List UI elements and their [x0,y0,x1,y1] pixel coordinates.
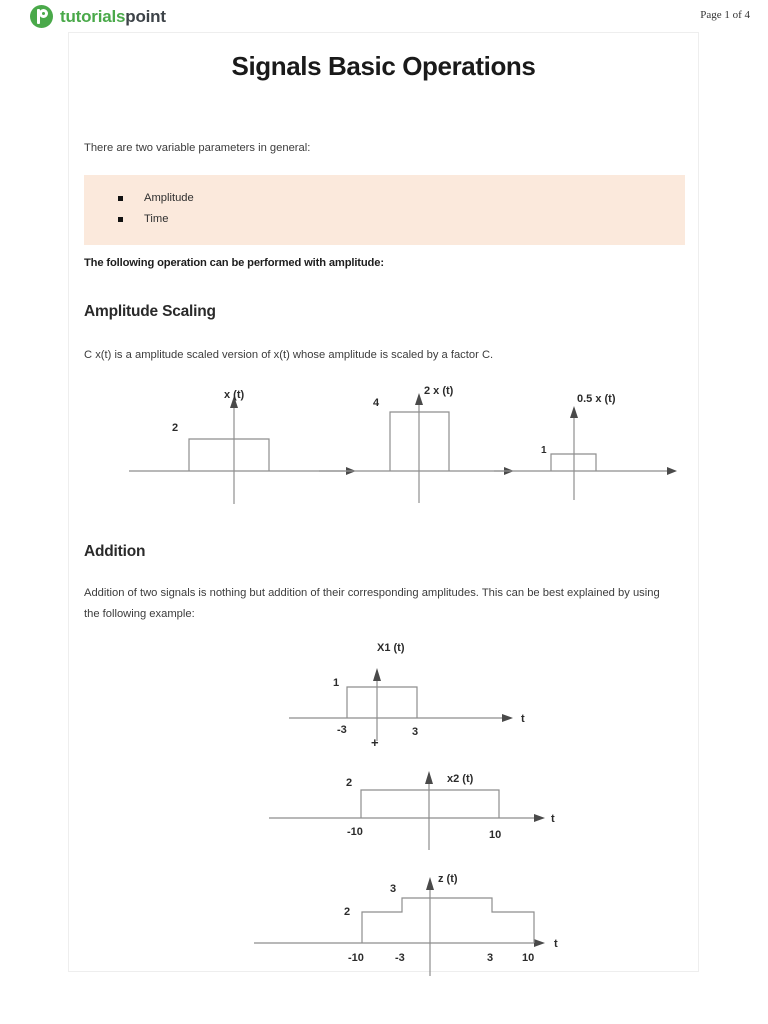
figure-amplitude-label: 1 [541,445,547,456]
page-indicator: Page 1 of 4 [700,9,750,21]
section-heading-addition: Addition [84,543,146,560]
figure-signal-label: z (t) [438,873,458,885]
amplitude-scaling-paragraph: C x(t) is a amplitude scaled version of x(t) whose amplitude is scaled by a factor C. [84,349,494,361]
list-item: Time [118,209,685,230]
intro-paragraph: There are two variable parameters in general: [84,142,311,154]
page-header [0,0,768,32]
figure-tick-right: 10 [489,829,502,841]
figure-signal-label: x (t) [224,389,245,401]
figure-amplitude-label: 2 [346,777,353,789]
figure-signal-label: X1 (t) [377,642,405,654]
figure-signal-label: x2 (t) [447,773,474,785]
section-heading-amplitude-scaling: Amplitude Scaling [84,303,216,320]
figure-tick-right: 3 [412,726,419,738]
figure-amplitude-scaling-halved [489,388,694,513]
figure-tick-left: -3 [337,724,347,736]
brand-word-first: tutorials [60,6,126,26]
lead-bold-text: The following operation can be performed with amplitude: [84,257,384,269]
figure-amplitude-outer-label: 2 [344,906,351,918]
document-page [68,32,699,972]
callout-box [84,175,685,245]
figure-signal-x2 [249,758,569,858]
figure-axis-label: t [554,938,558,950]
figure-tick-3: 3 [487,952,494,964]
figure-amplitude-label: 2 [172,422,179,434]
figure-signal-label: 0.5 x (t) [577,393,616,405]
figure-tick-4: 10 [522,952,535,964]
brand-wordmark [60,7,166,27]
figure-amplitude-label: 4 [373,397,380,409]
brand-word-second: point [125,6,166,26]
figure-amplitude-label: 1 [333,677,340,689]
figure-amplitude-inner-label: 3 [390,883,397,895]
figure-signal-label: 2 x (t) [424,385,454,397]
figure-tick-2: -3 [395,952,405,964]
addition-paragraph: Addition of two signals is nothing but addition of their corresponding amplitudes. This can be best explained by using the following example: [84,587,660,620]
callout-list [84,175,685,230]
figure-axis-label: t [521,713,525,725]
figure-signal-x1 [249,635,539,750]
figure-signal-z-sum [244,858,574,983]
addition-operator: + [371,735,379,750]
figure-axis-label: t [551,813,555,825]
tutorialspoint-logo-icon [30,5,53,28]
brand-logo[interactable] [30,5,166,28]
figure-tick-1: -10 [348,952,364,964]
figure-tick-left: -10 [347,826,363,838]
list-item: Amplitude [118,188,685,209]
page-title: Signals Basic Operations [231,51,536,81]
